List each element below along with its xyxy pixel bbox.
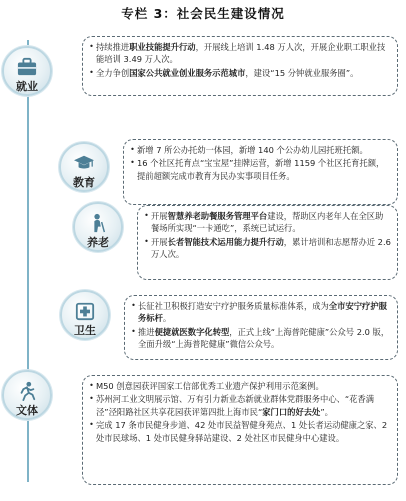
list-item: • M50 创意园获评国家工信部优秀工业遗产保护利用示范案例。 — [89, 381, 324, 391]
page-title: 专栏 3：社会民生建设情况 — [121, 6, 285, 21]
section-employment-box — [82, 36, 398, 96]
section-label: 文体 — [16, 404, 38, 417]
medical-cross-icon — [73, 301, 97, 321]
list-item: • 全力争创国家公共就业创业服务示范城市，建设“15 分钟就业服务圈”。 — [89, 67, 359, 78]
section-education-badge — [59, 142, 109, 192]
list-item: • 苏州河工业文明展示馆、万有引力新业态新就业群体党群服务中心、“花香满泾”泾阳路社区共享花园获评第四批上海市民“家门口的好去处”。 — [89, 394, 375, 417]
section-employment-badge — [2, 46, 52, 96]
running-person-icon — [15, 381, 39, 401]
section-label: 就业 — [16, 80, 38, 93]
section-label: 卫生 — [74, 324, 96, 337]
section-label: 养老 — [87, 236, 109, 249]
section-health-badge — [60, 290, 110, 340]
section-education-box — [123, 139, 398, 205]
list-item: • 开展长者智能技术运用能力提升行动，累计培训和志愿帮办近 2.6 万人次。 — [144, 236, 391, 260]
list-item: • 新增 7 所公办托幼一体园，新增 140 个公办幼儿园托班托额。 — [130, 145, 368, 155]
list-item: • 长征社卫积极打造安宁疗护服务质量标准体系，成为全市安宁疗护服务标杆。 — [131, 301, 387, 324]
section-label: 教育 — [73, 176, 95, 189]
section-elderly-badge — [73, 202, 123, 252]
section-health-box — [124, 295, 398, 360]
briefcase-icon — [15, 57, 39, 77]
section-culture-sports-box — [82, 375, 398, 485]
list-item: • 持续推进职业技能提升行动，开展线上培训 1.48 万人次，开展企业职工职业技能培训 3.49 万人次。 — [89, 42, 386, 65]
list-item: • 推进便捷就医数字化转型，正式上线“上海普陀健康”公众号 2.0 版，全面升级“上海普陀健康”微信公众号。 — [131, 326, 390, 350]
elderly-person-icon — [86, 213, 110, 233]
graduation-cap-icon — [72, 153, 96, 173]
list-item: • 16 个社区托育点“宝宝屋”挂牌运营，新增 1159 个社区托育托额，提前超额完成市教育为民办实事项目任务。 — [130, 158, 385, 181]
list-item: • 完成 17 条市民健身步道、42 处市民益智健身苑点、1 处长者运动健康之家、2 处市民球场、1 处市民健身驿站建设、2 处社区市民健身中心建设。 — [89, 420, 388, 443]
list-item: • 开展智慧养老助餐服务管理平台建设，帮助区内老年人在全区助餐场所实现“一卡通吃”，系统已试运行。 — [144, 211, 384, 234]
section-elderly-box — [137, 205, 398, 280]
section-culture-sports-badge — [2, 370, 52, 420]
